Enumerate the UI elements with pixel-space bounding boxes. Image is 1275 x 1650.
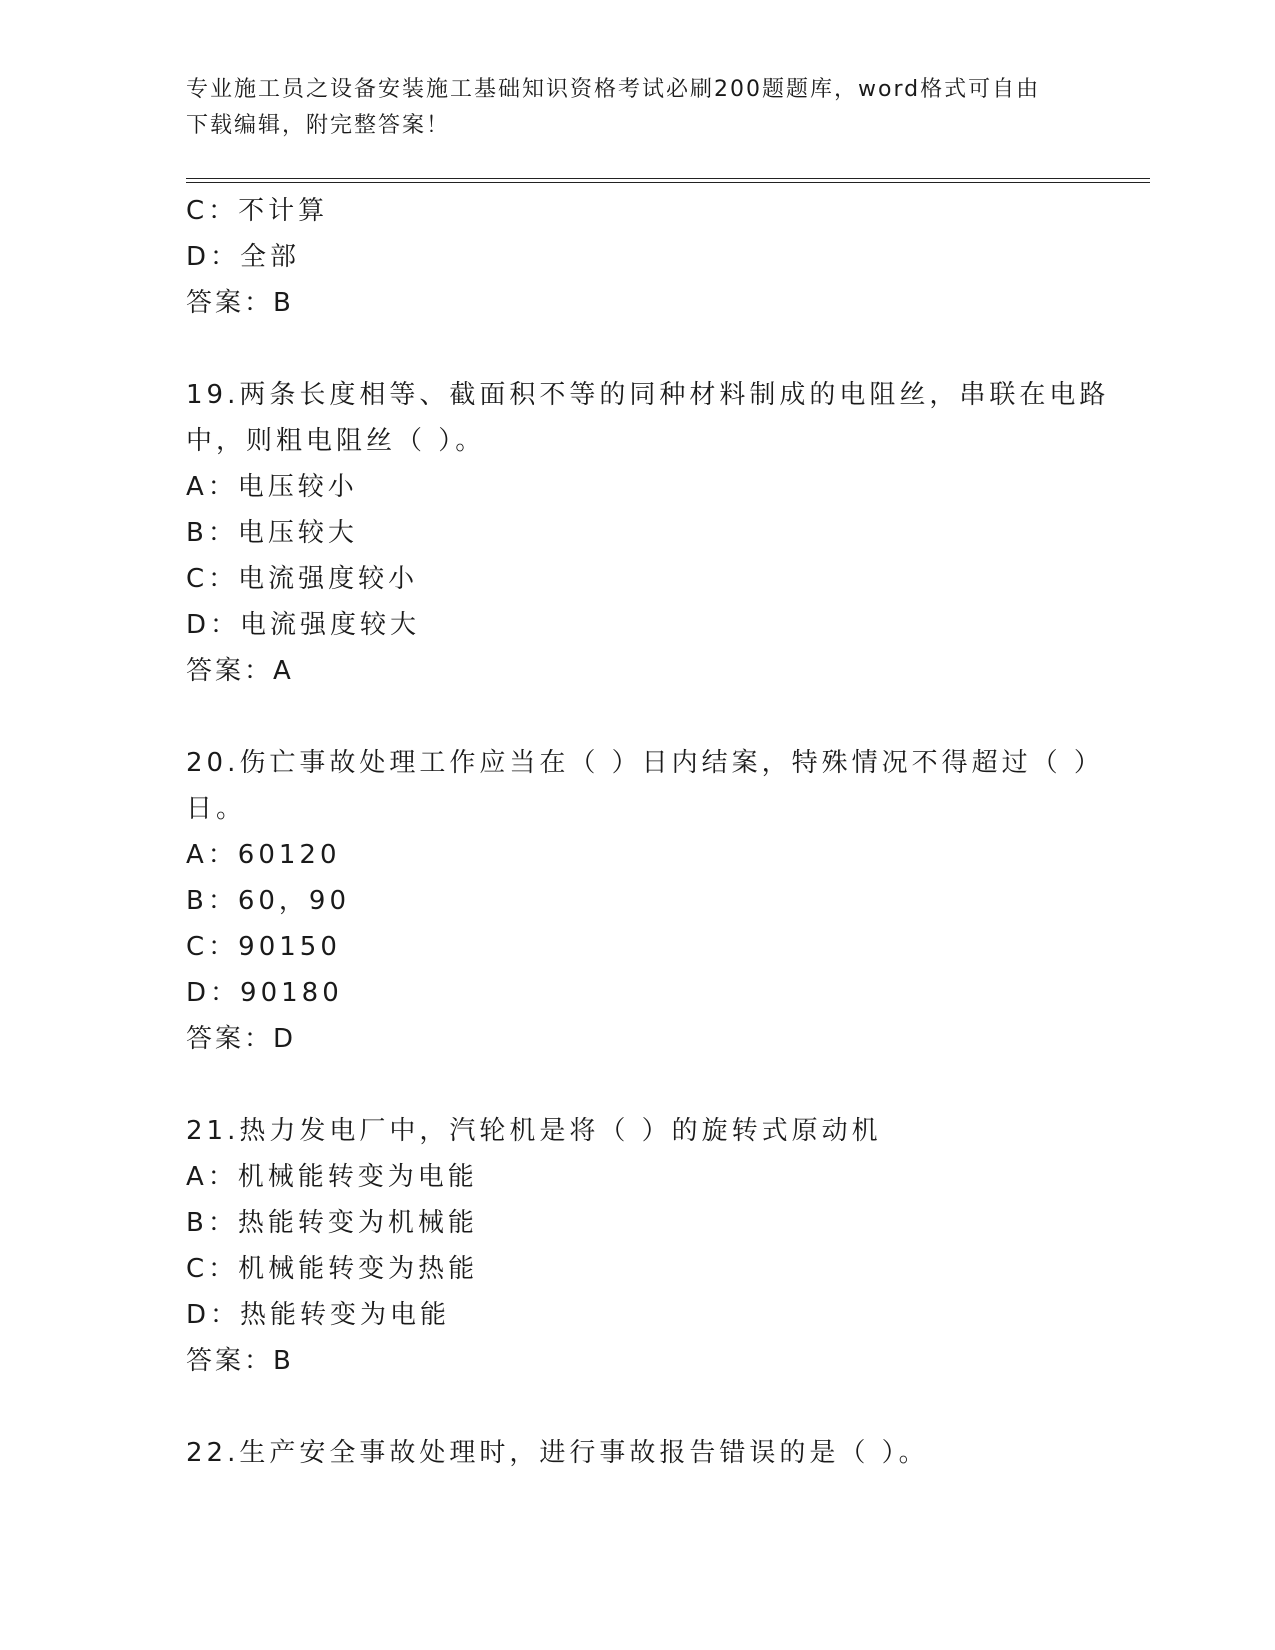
question-22 [186, 1430, 1106, 1476]
question-text-line-1: 20.伤亡事故处理工作应当在（ ）日内结案，特殊情况不得超过（ ） [186, 748, 1104, 778]
question-text-line-2: 中，则粗电阻丝（ ）。 [186, 426, 486, 456]
question-19 [186, 372, 1110, 694]
option-d: D：全部 [186, 242, 301, 272]
option-c: C：90150 [186, 932, 341, 962]
option-c: C：不计算 [186, 196, 329, 226]
question-text-line-1: 21.热力发电厂中，汽轮机是将（ ）的旋转式原动机 [186, 1116, 882, 1146]
option-d: D：热能转变为电能 [186, 1300, 451, 1330]
option-a: A：机械能转变为电能 [186, 1162, 478, 1192]
answer: 答案：A [186, 656, 294, 686]
header-title-line-1: 专业施工员之设备安装施工基础知识资格考试必刷200题题库，word格式可自由 [186, 77, 1041, 102]
option-d: D：电流强度较大 [186, 610, 421, 640]
option-a: A：电压较小 [186, 472, 358, 502]
question-list [186, 188, 1110, 1476]
spacer [186, 1062, 1106, 1108]
answer: 答案：D [186, 1024, 297, 1054]
question-18 [186, 188, 1106, 326]
option-d: D：90180 [186, 978, 343, 1008]
option-c: C：电流强度较小 [186, 564, 419, 594]
question-text-line-1: 19.两条长度相等、截面积不等的同种材料制成的电阻丝，串联在电路 [186, 380, 1110, 410]
option-b: B：电压较大 [186, 518, 358, 548]
header-title-line-2: 下载编辑，附完整答案！ [186, 113, 451, 138]
answer: 答案：B [186, 1346, 294, 1376]
spacer [186, 1384, 1106, 1430]
document-header [186, 72, 1086, 144]
option-c: C：机械能转变为热能 [186, 1254, 479, 1284]
option-a: A：60120 [186, 840, 341, 870]
option-b: B：热能转变为机械能 [186, 1208, 478, 1238]
header-divider-top [186, 178, 1150, 179]
question-text-line-1: 22.生产安全事故处理时，进行事故报告错误的是（ ）。 [186, 1438, 929, 1468]
spacer [186, 694, 1106, 740]
answer: 答案：B [186, 288, 294, 318]
header-divider-bottom [186, 182, 1150, 183]
spacer [186, 326, 1106, 372]
option-b: B：60，90 [186, 886, 351, 916]
question-text-line-2: 日。 [186, 794, 247, 824]
question-21 [186, 1108, 1106, 1384]
question-20 [186, 740, 1106, 1062]
